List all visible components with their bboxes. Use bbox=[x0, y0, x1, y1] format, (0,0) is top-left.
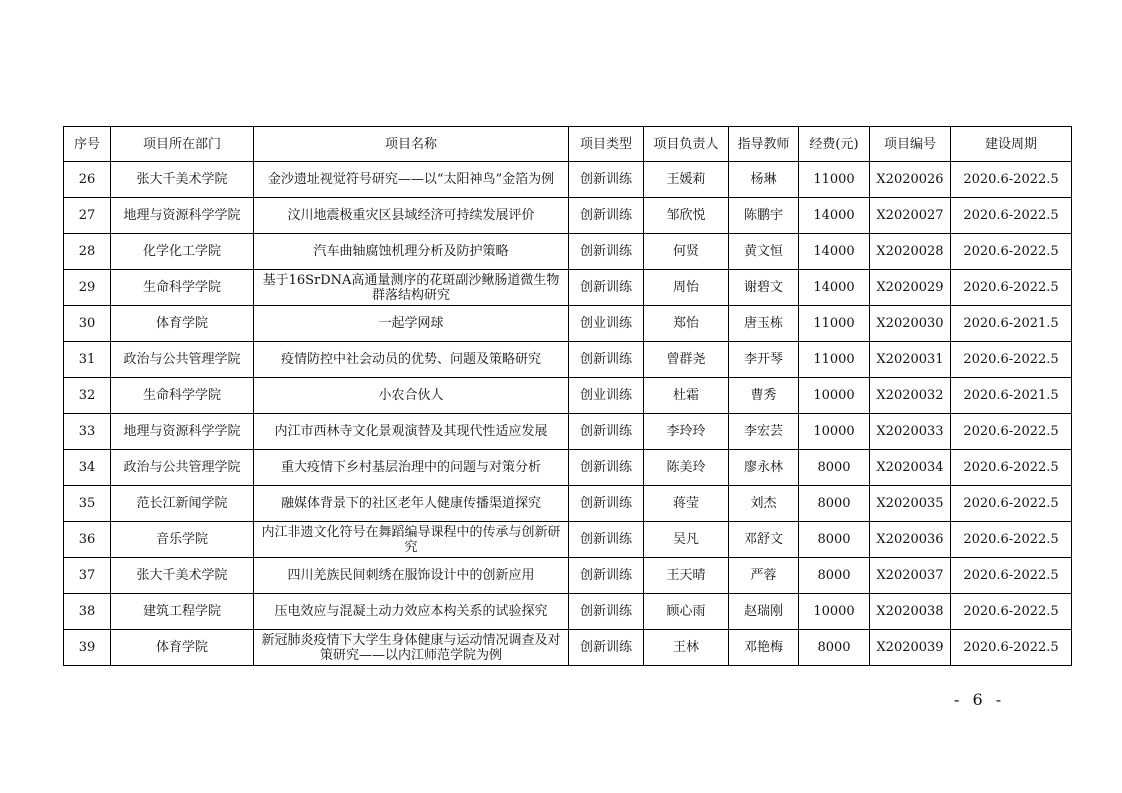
column-header-index: 序号 bbox=[64, 127, 111, 162]
column-header-department: 项目所在部门 bbox=[111, 127, 254, 162]
department-cell: 体育学院 bbox=[111, 306, 254, 342]
project-name-cell: 重大疫情下乡村基层治理中的问题与对策分析 bbox=[254, 450, 569, 486]
project-name-cell: 新冠肺炎疫情下大学生身体健康与运动情况调查及对策研究——以内江师范学院为例 bbox=[254, 630, 569, 666]
department-cell: 张大千美术学院 bbox=[111, 558, 254, 594]
advisor-cell: 曹秀 bbox=[729, 378, 799, 414]
project-type-cell: 创新训练 bbox=[569, 198, 644, 234]
project-name-cell: 疫情防控中社会动员的优势、问题及策略研究 bbox=[254, 342, 569, 378]
funding-cell: 14000 bbox=[799, 234, 870, 270]
project-code-cell: X2020039 bbox=[870, 630, 951, 666]
index-cell: 38 bbox=[64, 594, 111, 630]
project-type-cell: 创新训练 bbox=[569, 162, 644, 198]
advisor-cell: 杨琳 bbox=[729, 162, 799, 198]
project-type-cell: 创新训练 bbox=[569, 522, 644, 558]
project-type-cell: 创新训练 bbox=[569, 594, 644, 630]
period-cell: 2020.6-2022.5 bbox=[951, 162, 1072, 198]
funding-cell: 8000 bbox=[799, 630, 870, 666]
department-cell: 政治与公共管理学院 bbox=[111, 342, 254, 378]
leader-cell: 吴凡 bbox=[644, 522, 729, 558]
project-table bbox=[63, 126, 1072, 666]
index-cell: 27 bbox=[64, 198, 111, 234]
project-code-cell: X2020030 bbox=[870, 306, 951, 342]
leader-cell: 王媛莉 bbox=[644, 162, 729, 198]
index-cell: 31 bbox=[64, 342, 111, 378]
period-cell: 2020.6-2022.5 bbox=[951, 486, 1072, 522]
table-row bbox=[64, 342, 1072, 378]
advisor-cell: 刘杰 bbox=[729, 486, 799, 522]
index-cell: 26 bbox=[64, 162, 111, 198]
project-name-cell: 内江市西林寺文化景观演替及其现代性适应发展 bbox=[254, 414, 569, 450]
advisor-cell: 邓艳梅 bbox=[729, 630, 799, 666]
column-header-period: 建设周期 bbox=[951, 127, 1072, 162]
index-cell: 29 bbox=[64, 270, 111, 306]
project-code-cell: X2020038 bbox=[870, 594, 951, 630]
table-row bbox=[64, 450, 1072, 486]
table-row bbox=[64, 198, 1072, 234]
table-body bbox=[64, 162, 1072, 666]
department-cell: 生命科学学院 bbox=[111, 270, 254, 306]
leader-cell: 王林 bbox=[644, 630, 729, 666]
table-row bbox=[64, 558, 1072, 594]
funding-cell: 10000 bbox=[799, 594, 870, 630]
leader-cell: 郑怡 bbox=[644, 306, 729, 342]
page-number: - 6 - bbox=[954, 690, 1006, 709]
leader-cell: 蒋莹 bbox=[644, 486, 729, 522]
project-code-cell: X2020037 bbox=[870, 558, 951, 594]
project-name-cell: 金沙遗址视觉符号研究——以“太阳神鸟”金箔为例 bbox=[254, 162, 569, 198]
department-cell: 范长江新闻学院 bbox=[111, 486, 254, 522]
period-cell: 2020.6-2022.5 bbox=[951, 198, 1072, 234]
advisor-cell: 严蓉 bbox=[729, 558, 799, 594]
leader-cell: 王天晴 bbox=[644, 558, 729, 594]
column-header-project-code: 项目编号 bbox=[870, 127, 951, 162]
index-cell: 30 bbox=[64, 306, 111, 342]
project-name-cell: 内江非遗文化符号在舞蹈编导课程中的传承与创新研究 bbox=[254, 522, 569, 558]
funding-cell: 8000 bbox=[799, 558, 870, 594]
advisor-cell: 唐玉栋 bbox=[729, 306, 799, 342]
project-code-cell: X2020034 bbox=[870, 450, 951, 486]
department-cell: 地理与资源科学学院 bbox=[111, 198, 254, 234]
index-cell: 32 bbox=[64, 378, 111, 414]
project-code-cell: X2020036 bbox=[870, 522, 951, 558]
department-cell: 生命科学学院 bbox=[111, 378, 254, 414]
table-row bbox=[64, 378, 1072, 414]
advisor-cell: 李宏芸 bbox=[729, 414, 799, 450]
funding-cell: 8000 bbox=[799, 450, 870, 486]
project-name-cell: 融媒体背景下的社区老年人健康传播渠道探究 bbox=[254, 486, 569, 522]
project-type-cell: 创新训练 bbox=[569, 342, 644, 378]
project-code-cell: X2020032 bbox=[870, 378, 951, 414]
project-type-cell: 创新训练 bbox=[569, 558, 644, 594]
table-row bbox=[64, 306, 1072, 342]
period-cell: 2020.6-2022.5 bbox=[951, 630, 1072, 666]
department-cell: 建筑工程学院 bbox=[111, 594, 254, 630]
funding-cell: 14000 bbox=[799, 270, 870, 306]
department-cell: 体育学院 bbox=[111, 630, 254, 666]
column-header-advisor: 指导教师 bbox=[729, 127, 799, 162]
table-row bbox=[64, 414, 1072, 450]
leader-cell: 周怡 bbox=[644, 270, 729, 306]
department-cell: 音乐学院 bbox=[111, 522, 254, 558]
period-cell: 2020.6-2022.5 bbox=[951, 558, 1072, 594]
funding-cell: 11000 bbox=[799, 342, 870, 378]
period-cell: 2020.6-2022.5 bbox=[951, 450, 1072, 486]
table-header-row bbox=[64, 127, 1072, 162]
project-name-cell: 压电效应与混凝土动力效应本构关系的试验探究 bbox=[254, 594, 569, 630]
project-type-cell: 创新训练 bbox=[569, 450, 644, 486]
project-code-cell: X2020028 bbox=[870, 234, 951, 270]
project-code-cell: X2020035 bbox=[870, 486, 951, 522]
department-cell: 政治与公共管理学院 bbox=[111, 450, 254, 486]
leader-cell: 李玲玲 bbox=[644, 414, 729, 450]
period-cell: 2020.6-2022.5 bbox=[951, 594, 1072, 630]
table-row bbox=[64, 234, 1072, 270]
index-cell: 36 bbox=[64, 522, 111, 558]
project-type-cell: 创业训练 bbox=[569, 306, 644, 342]
project-name-cell: 汶川地震极重灾区县域经济可持续发展评价 bbox=[254, 198, 569, 234]
project-code-cell: X2020033 bbox=[870, 414, 951, 450]
funding-cell: 10000 bbox=[799, 378, 870, 414]
funding-cell: 10000 bbox=[799, 414, 870, 450]
advisor-cell: 陈鹏宇 bbox=[729, 198, 799, 234]
project-name-cell: 基于16SrDNA高通量测序的花斑副沙鳅肠道微生物群落结构研究 bbox=[254, 270, 569, 306]
department-cell: 化学化工学院 bbox=[111, 234, 254, 270]
period-cell: 2020.6-2021.5 bbox=[951, 306, 1072, 342]
project-type-cell: 创新训练 bbox=[569, 414, 644, 450]
index-cell: 28 bbox=[64, 234, 111, 270]
funding-cell: 11000 bbox=[799, 162, 870, 198]
advisor-cell: 赵瑞刚 bbox=[729, 594, 799, 630]
project-code-cell: X2020031 bbox=[870, 342, 951, 378]
department-cell: 地理与资源科学学院 bbox=[111, 414, 254, 450]
advisor-cell: 李开琴 bbox=[729, 342, 799, 378]
table-row bbox=[64, 630, 1072, 666]
department-cell: 张大千美术学院 bbox=[111, 162, 254, 198]
project-code-cell: X2020029 bbox=[870, 270, 951, 306]
funding-cell: 11000 bbox=[799, 306, 870, 342]
leader-cell: 陈美玲 bbox=[644, 450, 729, 486]
table-row bbox=[64, 162, 1072, 198]
period-cell: 2020.6-2021.5 bbox=[951, 378, 1072, 414]
advisor-cell: 邓舒文 bbox=[729, 522, 799, 558]
column-header-leader: 项目负责人 bbox=[644, 127, 729, 162]
project-code-cell: X2020027 bbox=[870, 198, 951, 234]
project-type-cell: 创新训练 bbox=[569, 630, 644, 666]
leader-cell: 曾群尧 bbox=[644, 342, 729, 378]
column-header-project-name: 项目名称 bbox=[254, 127, 569, 162]
column-header-funding: 经费(元) bbox=[799, 127, 870, 162]
table-row bbox=[64, 522, 1072, 558]
leader-cell: 邹欣悦 bbox=[644, 198, 729, 234]
funding-cell: 8000 bbox=[799, 486, 870, 522]
period-cell: 2020.6-2022.5 bbox=[951, 270, 1072, 306]
index-cell: 34 bbox=[64, 450, 111, 486]
project-type-cell: 创新训练 bbox=[569, 270, 644, 306]
project-type-cell: 创业训练 bbox=[569, 378, 644, 414]
advisor-cell: 谢碧文 bbox=[729, 270, 799, 306]
leader-cell: 何贤 bbox=[644, 234, 729, 270]
project-type-cell: 创新训练 bbox=[569, 486, 644, 522]
column-header-project-type: 项目类型 bbox=[569, 127, 644, 162]
period-cell: 2020.6-2022.5 bbox=[951, 414, 1072, 450]
leader-cell: 顾心雨 bbox=[644, 594, 729, 630]
project-type-cell: 创新训练 bbox=[569, 234, 644, 270]
leader-cell: 杜霜 bbox=[644, 378, 729, 414]
index-cell: 37 bbox=[64, 558, 111, 594]
project-name-cell: 小农合伙人 bbox=[254, 378, 569, 414]
index-cell: 39 bbox=[64, 630, 111, 666]
period-cell: 2020.6-2022.5 bbox=[951, 342, 1072, 378]
period-cell: 2020.6-2022.5 bbox=[951, 522, 1072, 558]
advisor-cell: 黄文恒 bbox=[729, 234, 799, 270]
index-cell: 35 bbox=[64, 486, 111, 522]
project-code-cell: X2020026 bbox=[870, 162, 951, 198]
project-name-cell: 四川羌族民间刺绣在服饰设计中的创新应用 bbox=[254, 558, 569, 594]
table-row bbox=[64, 594, 1072, 630]
period-cell: 2020.6-2022.5 bbox=[951, 234, 1072, 270]
table-row bbox=[64, 486, 1072, 522]
table-row bbox=[64, 270, 1072, 306]
project-name-cell: 汽车曲轴腐蚀机理分析及防护策略 bbox=[254, 234, 569, 270]
funding-cell: 8000 bbox=[799, 522, 870, 558]
project-name-cell: 一起学网球 bbox=[254, 306, 569, 342]
index-cell: 33 bbox=[64, 414, 111, 450]
funding-cell: 14000 bbox=[799, 198, 870, 234]
advisor-cell: 廖永林 bbox=[729, 450, 799, 486]
